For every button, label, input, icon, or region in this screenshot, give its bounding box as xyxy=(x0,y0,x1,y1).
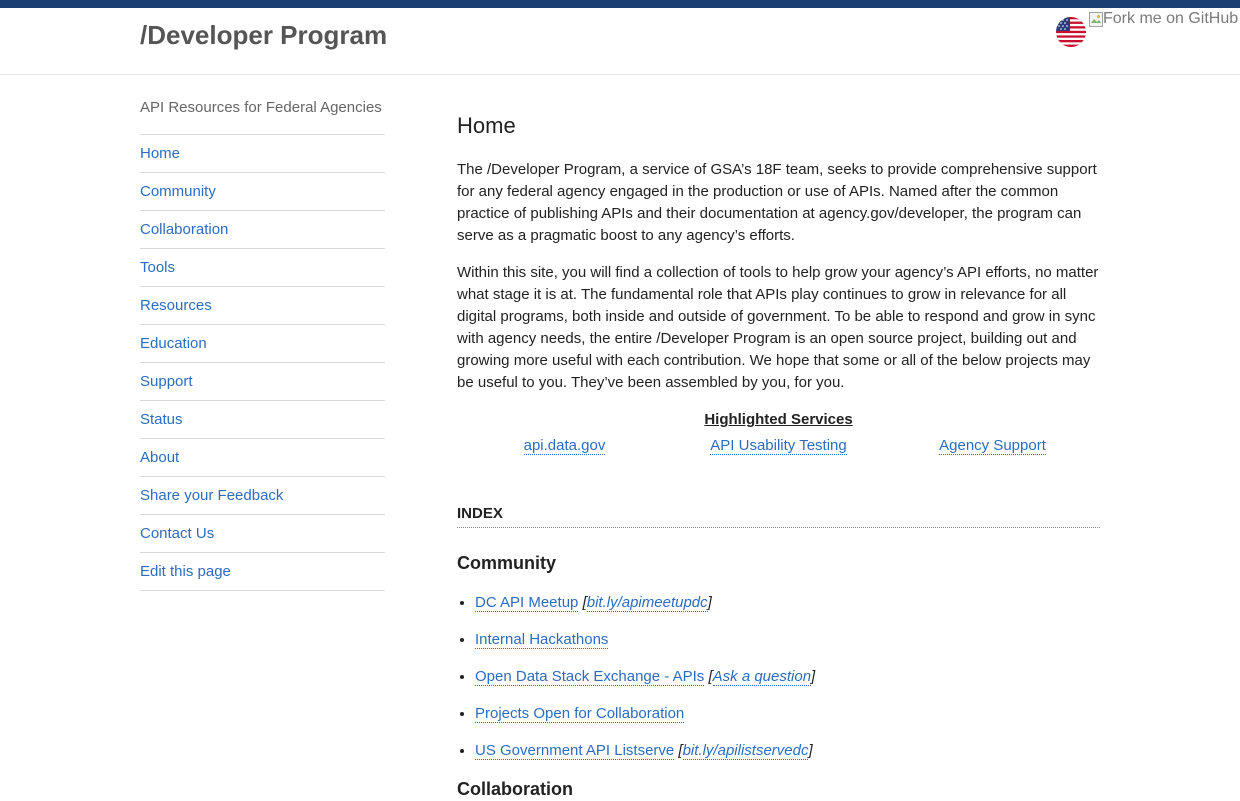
sidebar-link-support[interactable]: Support xyxy=(140,373,193,390)
fork-ribbon-alt-text: Fork me on GitHub xyxy=(1103,10,1239,27)
sidebar-nav xyxy=(140,99,385,591)
us-flag-icon[interactable] xyxy=(1056,17,1086,47)
sidebar-link-collaboration[interactable]: Collaboration xyxy=(140,221,229,238)
list-item xyxy=(475,592,1100,614)
sidebar-menu xyxy=(140,135,385,591)
intro-paragraph-1: The /Developer Program, a service of GSA’s 18F team, seeks to provide comprehensive support for any federal agency engaged in the production or use of APIs. Named after the common practice of publishing APIs and their documentation at agency.gov/developer, the program can serve as a pragmatic boost to any agency’s efforts. xyxy=(457,161,1097,244)
sidebar-link-contact[interactable]: Contact Us xyxy=(140,525,215,542)
page-title: Home xyxy=(457,113,516,138)
sidebar-item-tools xyxy=(140,249,385,287)
link-open-data-stack-exchange[interactable]: Open Data Stack Exchange - APIs xyxy=(475,668,705,685)
sidebar-link-home[interactable]: Home xyxy=(140,145,181,162)
sidebar-item-community xyxy=(140,173,385,211)
list-item xyxy=(475,666,1100,688)
link-extra: [Ask a question] xyxy=(708,668,816,685)
sidebar-item-support xyxy=(140,363,385,401)
service-cell xyxy=(672,435,885,457)
sidebar-link-feedback[interactable]: Share your Feedback xyxy=(140,487,284,504)
service-link-agency-support[interactable]: Agency Support xyxy=(939,437,1046,454)
sidebar-item-about xyxy=(140,439,385,477)
sidebar-item-home xyxy=(140,135,385,173)
sidebar-item-contact xyxy=(140,515,385,553)
list-item xyxy=(475,740,1100,762)
link-bitly-apilistservedc[interactable]: bit.ly/apilistservedc xyxy=(682,742,809,759)
broken-image-icon xyxy=(1089,12,1103,27)
list-item xyxy=(475,629,1100,651)
index-heading: INDEX xyxy=(457,503,1100,528)
sidebar-link-tools[interactable]: Tools xyxy=(140,259,176,276)
sidebar-item-education xyxy=(140,325,385,363)
link-us-gov-api-listserve[interactable]: US Government API Listserve xyxy=(475,742,675,759)
link-extra: [bit.ly/apimeetupdc] xyxy=(582,594,712,611)
main-content xyxy=(457,112,1100,801)
link-extra: [bit.ly/apilistservedc] xyxy=(678,742,813,759)
link-dc-api-meetup[interactable]: DC API Meetup xyxy=(475,594,579,611)
link-internal-hackathons[interactable]: Internal Hackathons xyxy=(475,631,609,648)
site-header xyxy=(0,8,1240,75)
service-link-api-data-gov[interactable]: api.data.gov xyxy=(523,437,606,454)
highlighted-services-row xyxy=(457,435,1100,457)
highlighted-services-title: Highlighted Services xyxy=(704,411,853,428)
sidebar-link-about[interactable]: About xyxy=(140,449,180,466)
intro-paragraph-2: Within this site, you will find a collection of tools to help grow your agency’s API efforts, no matter what stage it is at. The fundamental role that APIs play continues to grow in relevance for all digital programs, both inside and outside of government. To be able to respond and grow in sync with agency needs, the entire /Developer Program is an open source project, building out and growing more useful with each contribution. We hope that some or all of the below projects may be useful to you. They’ve been assembled by you, for you. xyxy=(457,264,1099,391)
sidebar-link-education[interactable]: Education xyxy=(140,335,207,352)
sidebar-link-edit-page[interactable]: Edit this page xyxy=(140,563,231,580)
sidebar-item-resources xyxy=(140,287,385,325)
sidebar-link-community[interactable]: Community xyxy=(140,183,216,200)
community-links-list xyxy=(457,592,1100,762)
service-cell xyxy=(457,435,672,457)
list-item xyxy=(475,703,1100,725)
collaboration-heading: Collaboration xyxy=(457,779,573,799)
sidebar-item-edit-page xyxy=(140,553,385,591)
community-heading: Community xyxy=(457,553,556,573)
link-ask-a-question[interactable]: Ask a question xyxy=(712,668,812,685)
fork-me-on-github-ribbon[interactable] xyxy=(1089,10,1238,28)
sidebar-item-feedback xyxy=(140,477,385,515)
service-link-usability-testing[interactable]: API Usability Testing xyxy=(710,437,847,454)
service-cell xyxy=(885,435,1100,457)
site-title[interactable]: /Developer Program xyxy=(140,20,388,50)
sidebar-link-resources[interactable]: Resources xyxy=(140,297,212,314)
top-accent-bar xyxy=(0,0,1240,8)
link-bitly-apimeetupdc[interactable]: bit.ly/apimeetupdc xyxy=(586,594,708,611)
sidebar-item-collaboration xyxy=(140,211,385,249)
sidebar-link-status[interactable]: Status xyxy=(140,411,183,428)
sidebar-tagline: API Resources for Federal Agencies xyxy=(140,99,385,135)
link-projects-open-collab[interactable]: Projects Open for Collaboration xyxy=(475,705,685,722)
sidebar-item-status xyxy=(140,401,385,439)
